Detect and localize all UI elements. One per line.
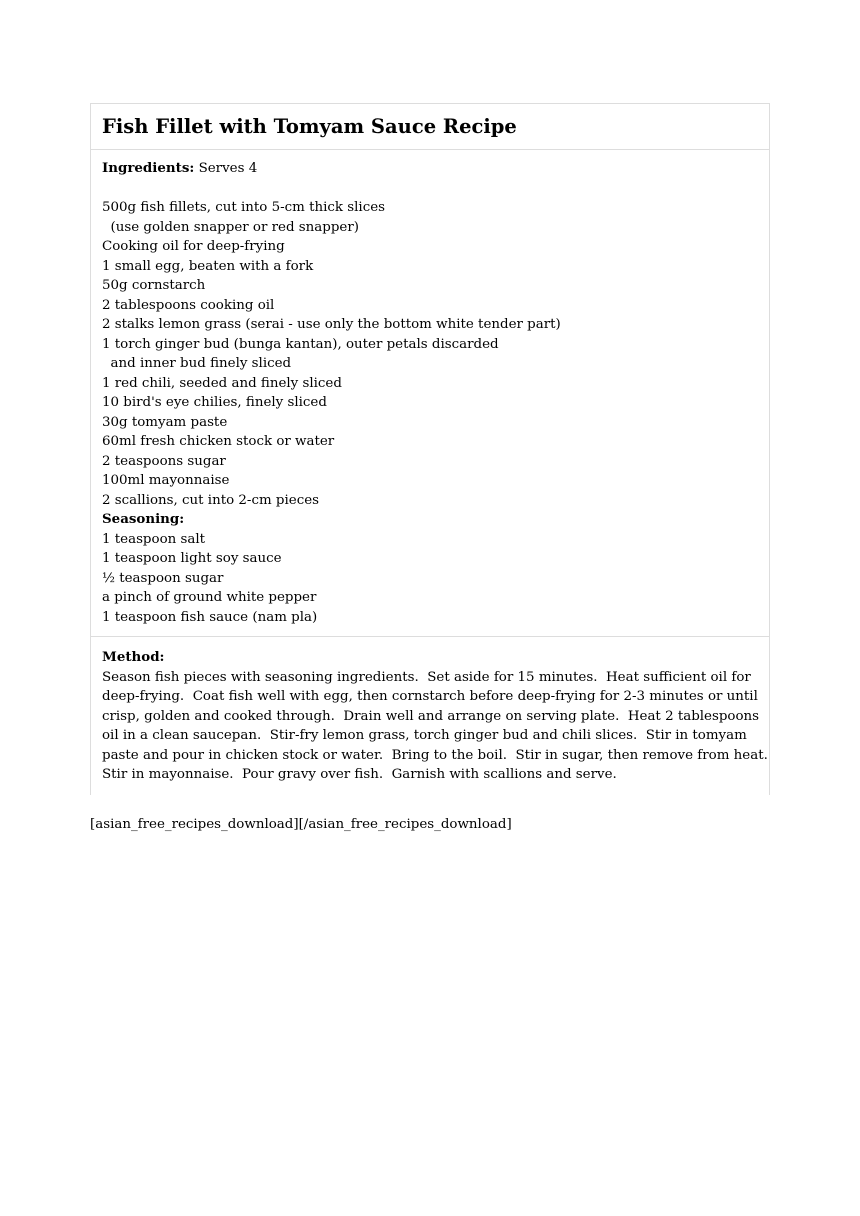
ingredient-item: 1 torch ginger bud (bunga kantan), outer petals discarded bbox=[102, 336, 499, 352]
download-shortcode: [asian_free_recipes_download][/asian_free_recipes_download] bbox=[90, 817, 512, 832]
spacer bbox=[102, 179, 758, 199]
seasoning-item: ½ teaspoon sugar bbox=[102, 570, 224, 586]
seasoning-item: a pinch of ground white pepper bbox=[102, 590, 317, 605]
ingredient-item: 2 scallions, cut into 2-cm pieces bbox=[102, 492, 319, 508]
ingredient-item: 2 stalks lemon grass (serai - use only the bottom white tender part) bbox=[102, 317, 561, 332]
method-section bbox=[91, 637, 769, 795]
ingredient-item: 1 small egg, beaten with a fork bbox=[102, 258, 314, 274]
ingredient-item: 60ml fresh chicken stock or water bbox=[102, 434, 335, 449]
ingredient-item: 10 bird's eye chilies, finely sliced bbox=[102, 395, 327, 410]
ingredients-label: Ingredients: bbox=[102, 160, 195, 176]
method-line: oil in a clean saucepan. Stir-fry lemon grass, torch ginger bud and chili slices. Stir in tomyam bbox=[102, 728, 747, 743]
ingredient-item: 100ml mayonnaise bbox=[102, 473, 230, 488]
ingredient-item: Cooking oil for deep-frying bbox=[102, 239, 285, 254]
method-line: Season fish pieces with seasoning ingredients. Set aside for 15 minutes. Heat sufficient oil for bbox=[102, 669, 751, 685]
ingredient-item: 30g tomyam paste bbox=[102, 414, 228, 430]
method-line: Stir in mayonnaise. Pour gravy over fish. Garnish with scallions and serve. bbox=[102, 767, 617, 782]
method-line: crisp, golden and cooked through. Drain well and arrange on serving plate. Heat 2 tablespoons bbox=[102, 708, 760, 724]
ingredient-item: 50g cornstarch bbox=[102, 278, 206, 293]
ingredient-item: and inner bud finely sliced bbox=[102, 356, 292, 371]
seasoning-item: 1 teaspoon salt bbox=[102, 531, 206, 547]
ingredient-item: 500g fish fillets, cut into 5-cm thick slices bbox=[102, 200, 386, 215]
seasoning-label: Seasoning: bbox=[102, 511, 185, 527]
ingredients-section bbox=[91, 150, 769, 637]
ingredients-header bbox=[102, 159, 758, 179]
recipe-card bbox=[90, 103, 770, 795]
ingredient-item: (use golden snapper or red snapper) bbox=[102, 219, 359, 235]
recipe-title: Fish Fillet with Tomyam Sauce Recipe bbox=[91, 104, 769, 150]
method-label: Method: bbox=[102, 649, 165, 665]
ingredient-item: 2 teaspoons sugar bbox=[102, 453, 226, 469]
seasoning-item: 1 teaspoon fish sauce (nam pla) bbox=[102, 609, 318, 625]
method-line: deep-frying. Coat fish well with egg, then cornstarch before deep-frying for 2-3 minutes or until bbox=[102, 689, 758, 704]
method-line: paste and pour in chicken stock or water. Bring to the boil. Stir in sugar, then remove from heat. bbox=[102, 747, 768, 763]
seasoning-item: 1 teaspoon light soy sauce bbox=[102, 551, 282, 566]
ingredient-item: 1 red chili, seeded and finely sliced bbox=[102, 375, 342, 391]
serves-text: Serves 4 bbox=[198, 161, 258, 176]
ingredient-item: 2 tablespoons cooking oil bbox=[102, 297, 275, 313]
